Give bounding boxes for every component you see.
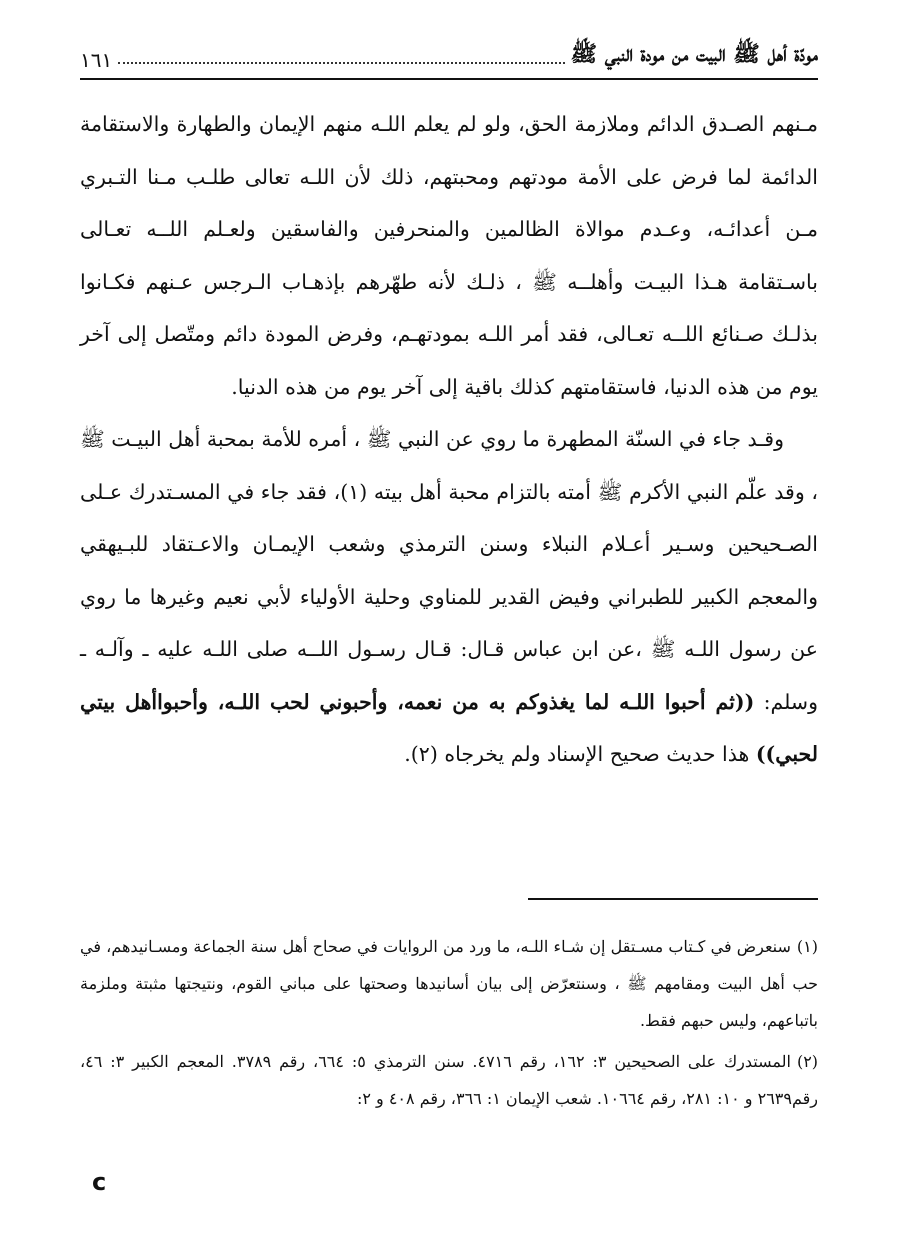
header-dot-leader xyxy=(118,62,564,64)
main-text xyxy=(80,98,818,781)
paragraph-2 xyxy=(80,413,818,781)
footnote-1-number: (١) xyxy=(796,937,818,956)
hadith-quote: ((ثم أحبوا اللـه لما يغذوكم به من نعمه، وأحبوني لحب اللـه، وأحبواأهل بيتي لحبي)) xyxy=(80,689,818,766)
footnote-separator xyxy=(528,898,818,900)
page-number: ١٦١ xyxy=(80,48,113,72)
bottom-mark: c xyxy=(92,1168,107,1196)
footnote-2-text: المستدرك على الصحيحين ٣: ١٦٢، رقم ٤٧١٦. سنن الترمذي ٥: ٦٦٤، رقم ٣٧٨٩. المعجم الكبير ٣: ٤٦، رقم٢٦٣٩ و ١٠: ٢٨١، رقم ١٠٦٦٤. شعب الإيمان ١: ٣٦٦، رقم ٤٠٨ و ٢: xyxy=(80,1052,818,1108)
footnote-2-number: (٢) xyxy=(796,1052,819,1071)
footnote-1 xyxy=(80,928,818,1039)
footnotes xyxy=(80,928,818,1121)
footnote-2 xyxy=(80,1043,818,1117)
paragraph-2-ending: هذا حديث صحيح الإسناد ولم يخرجاه (٢). xyxy=(404,742,756,766)
paragraph-2-text: وقـد جاء في السنّة المطهرة ما روي عن النبي ﷺ ، أمره للأمة بمحبة أهل البيـت ﷺ ، وقد علّم النبي الأكرم ﷺ أمته بالتزام محبة أهل بيته (١)، فقد جاء في المسـتدرك عـلى الصـحيحين وسـير أعـلام النبلاء وسنن الترمذي وشعب الإيمـان والاعـتقاد للبـيهقي والمعجم الكبير للطبراني وفيض القدير للمناوي وحلية الأولياء لأبي نعيم وغيرها ما روي عن رسول اللـه ﷺ ،عن ابن عباس قـال: قـال رسـول اللــه صلى اللـه عليه ـ وآلـه ـ وسلم: xyxy=(80,427,818,714)
paragraph-1: مـنهم الصـدق الدائم وملازمة الحق، ولو لم يعلم اللـه منهم الإيمان والطهارة والاستقامة الدائمة لما فرض على الأمة مودتهم ومحبتهم، ذلك لأن اللـه تعالى طلـب مـنا التـبري مـن أعدائـه، وعـدم موالاة الظالمين والمنحرفين والفاسقين ولعـلم اللــه تعـالى باسـتقامة هـذا البيـت وأهلــه ﷺ ، ذلـك لأنه طهّرهم بإذهـاب الـرجس عـنهم فكـانوا بذلـك صـنائع اللــه تعـالى، فقد أمر اللـه بمودتهـم، وفرض المودة دائم ومتّصل إلى آخر يوم من هذه الدنيا، فاستقامتهم كذلك باقية إلى آخر يوم من هذه الدنيا. xyxy=(80,112,818,399)
header-title: مودّة أهل ﷺ البيت من مودة النبي ﷺ xyxy=(570,41,818,67)
running-header xyxy=(80,32,818,80)
footnote-1-text: سنعرض في كـتاب مسـتقل إن شـاء اللـه، ما ورد من الروايات في صحاح أهل سنة الجماعة ومسـانيدهم، في حب أهل البيت ومقامهم ﷺ ، وسنتعرّض إلى بيان أسانيدها وصحتها على مباني القوم، ونتيجتها مثبتة وملزمة باتباعهم، وليس حبهم فقط. xyxy=(80,937,818,1030)
